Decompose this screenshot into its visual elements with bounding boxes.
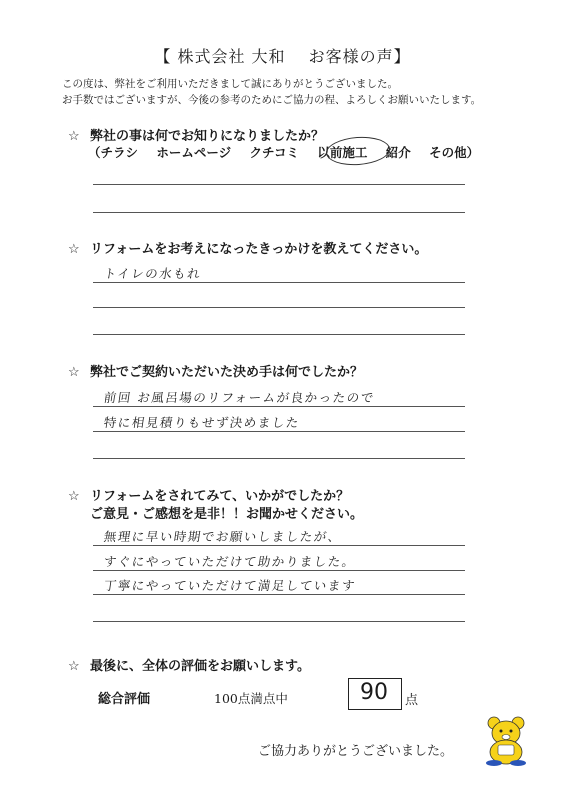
star-icon: ☆ [68, 659, 80, 674]
intro-text [62, 76, 481, 108]
answer-line [93, 307, 465, 308]
answer-line [93, 545, 465, 546]
question-text: リフォームをお考えになったきっかけを教えてください。 [90, 242, 428, 257]
question-4 [68, 485, 349, 504]
handwritten-answer: 丁寧にやっていただけて満足しています [102, 578, 357, 593]
answer-line [93, 184, 465, 185]
question-text: 弊社でご契約いただいた決め手は何でしたか？ [90, 365, 364, 380]
answer-line [93, 334, 465, 335]
star-icon: ☆ [68, 129, 80, 144]
score-unit: 点 [405, 693, 419, 708]
option-word-of-mouth: クチコミ [249, 145, 300, 160]
question-2 [68, 238, 427, 257]
option-other: その他） [429, 145, 480, 160]
option-previous-work: 以前施工 [317, 145, 368, 160]
page-title: 【 株式会社 大和 お客様の声】 [154, 47, 411, 66]
selected-option-circle [325, 135, 391, 167]
question-text: 最後に、全体の評価をお願いします。 [90, 659, 310, 674]
star-icon: ☆ [68, 365, 80, 380]
answer-line [93, 570, 465, 571]
answer-line [93, 282, 465, 283]
score-value: 90 [360, 680, 388, 705]
question-text: 弊社の事は何でお知りになりましたか？ [90, 129, 325, 144]
question-4-sub: ご意見・ご感想を是非！！お聞かせください。 [90, 507, 364, 522]
question-1 [68, 125, 324, 144]
option-flyer: （チラシ [88, 145, 139, 160]
question-text: リフォームをされてみて、いかがでしたか？ [90, 489, 350, 504]
star-icon: ☆ [68, 242, 80, 257]
answer-line [93, 431, 465, 432]
answer-line [93, 406, 465, 407]
score-scale: 100点満点中 [214, 691, 288, 706]
answer-line [93, 621, 465, 622]
intro-line: お手数ではございますが、今後の参考のためにご協力の程、よろしくお願いいたします。 [62, 94, 482, 106]
answer-line [93, 594, 465, 595]
handwritten-answer: すぐにやっていただけて助かりました。 [102, 554, 357, 569]
option-referral: 紹介 [385, 145, 411, 160]
handwritten-answer: 特に相見積りもせず決めました [102, 415, 301, 430]
score-label: 総合評価 [98, 692, 151, 707]
option-homepage: ホームページ [156, 145, 232, 160]
question-3 [68, 361, 363, 380]
answer-line [93, 212, 465, 213]
intro-line: この度は、弊社をご利用いただきまして誠にありがとうございました。 [62, 78, 398, 90]
bear-mascot-icon [478, 715, 534, 767]
handwritten-answer: 前回 お風呂場のリフォームが良かったので [102, 390, 376, 405]
star-icon: ☆ [68, 489, 80, 504]
question-5 [68, 655, 310, 674]
source-options [88, 143, 493, 161]
handwritten-answer: トイレの水もれ [102, 266, 203, 281]
handwritten-answer: 無理に早い時期でお願いしましたが、 [102, 529, 343, 544]
answer-line [93, 458, 465, 459]
thanks-text: ご協力ありがとうございました。 [258, 744, 454, 759]
